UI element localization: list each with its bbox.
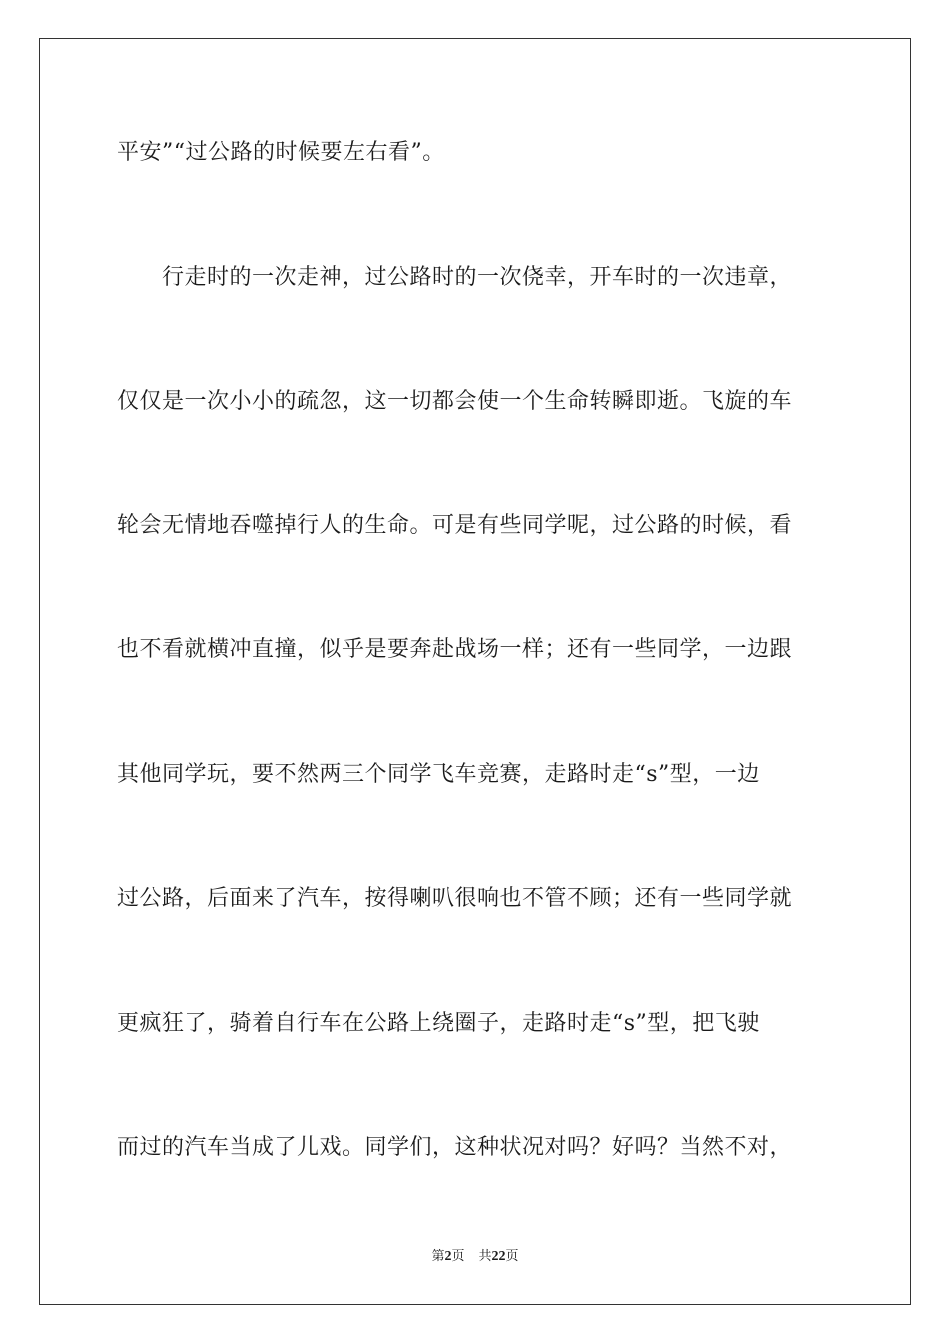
paragraph-line-5: 其他同学玩，要不然两三个同学飞车竞赛，走路时走“s”型，一边 — [117, 762, 760, 787]
page-footer — [0, 1248, 950, 1266]
paragraph-line-2: 仅仅是一次小小的疏忽，这一切都会使一个生命转瞬即逝。飞旋的车 — [117, 389, 793, 414]
page-number: 2 — [444, 1249, 452, 1264]
text-line-1: 平安”“过公路的时候要左右看”。 — [117, 140, 445, 165]
paragraph-line-8: 而过的汽车当成了儿戏。同学们，这种状况对吗？好吗？当然不对， — [117, 1135, 793, 1160]
total-pages: 22 — [491, 1249, 506, 1264]
total-label-prefix: 共 — [478, 1249, 492, 1264]
page-label-suffix: 页 — [451, 1249, 465, 1264]
page-border — [39, 38, 911, 1305]
total-label-suffix: 页 — [505, 1249, 519, 1264]
paragraph-line-4: 也不看就横冲直撞，似乎是要奔赴战场一样；还有一些同学，一边跟 — [117, 637, 793, 662]
paragraph-line-3: 轮会无情地吞噬掉行人的生命。可是有些同学呢，过公路的时候，看 — [117, 513, 793, 538]
paragraph-line-6: 过公路，后面来了汽车，按得喇叭很响也不管不顾；还有一些同学就 — [117, 886, 793, 911]
paragraph-line-7: 更疯狂了，骑着自行车在公路上绕圈子，走路时走“s”型，把飞驶 — [117, 1011, 760, 1036]
page-label-prefix: 第 — [431, 1249, 445, 1264]
paragraph-line-1: 行走时的一次走神，过公路时的一次侥幸，开车时的一次违章， — [162, 265, 793, 290]
